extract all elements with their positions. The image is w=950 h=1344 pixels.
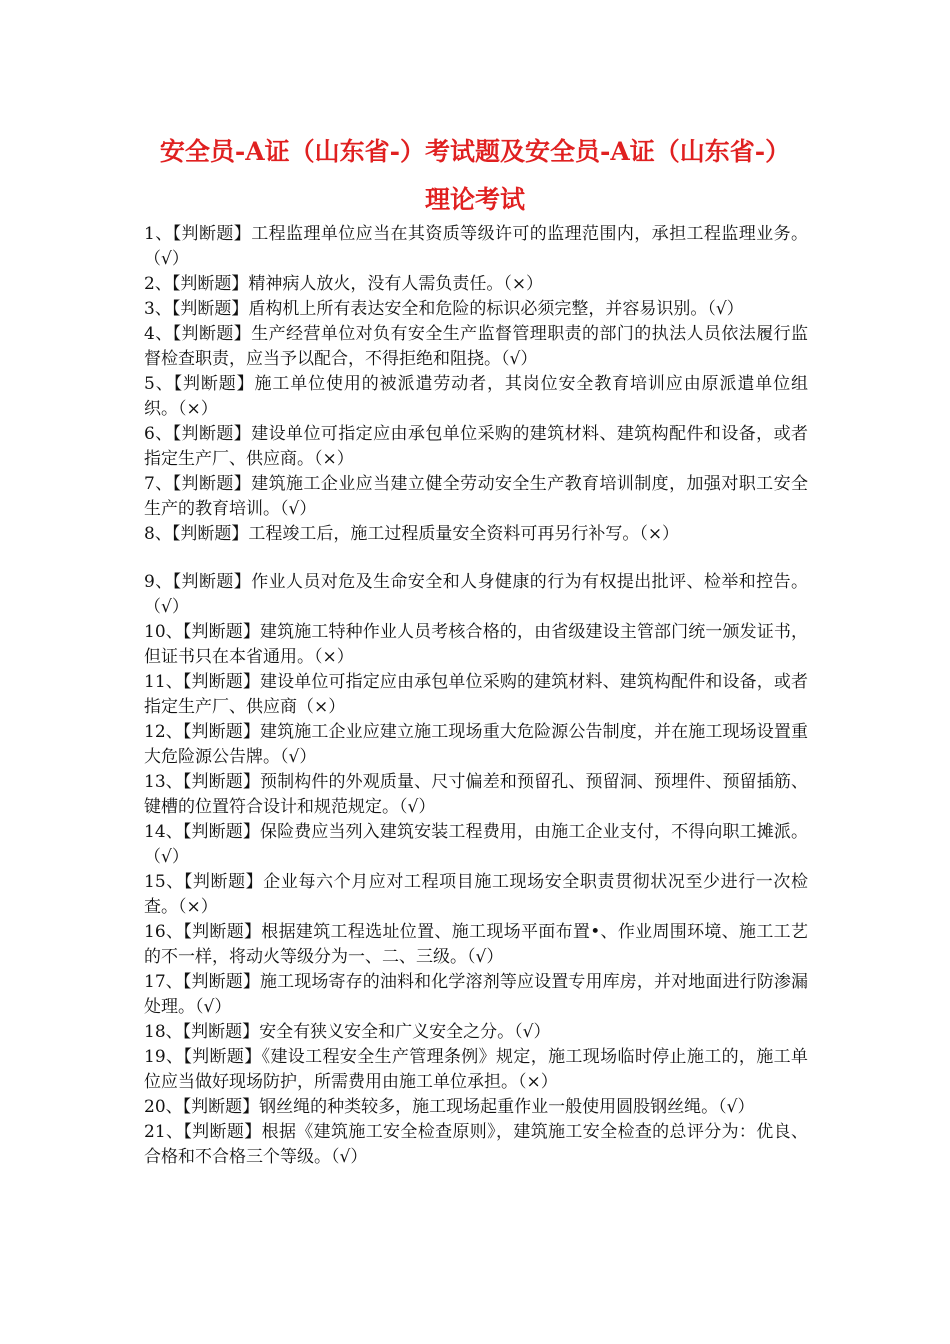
question-text: 9、【判断题】作业人员对危及生命安全和人身健康的行为有权提出批评、检举和控告。（√） xyxy=(144,572,808,617)
document-title-line-1: 安全员-A证（山东省-）考试题及安全员-A证（山东省-） xyxy=(159,137,791,166)
question-item xyxy=(144,770,808,820)
question-item xyxy=(144,820,808,870)
question-item xyxy=(144,472,808,522)
question-text: 14、【判断题】保险费应当列入建筑安装工程费用，由施工企业支付，不得向职工摊派。（√） xyxy=(144,822,808,867)
question-item xyxy=(144,272,808,297)
document-title-line-2: 理论考试 xyxy=(424,185,525,214)
question-text: 19、【判断题】《建设工程安全生产管理条例》规定，施工现场临时停止施工的，施工单位应当做好现场防护，所需费用由施工单位承担。（×） xyxy=(144,1047,808,1092)
question-text: 17、【判断题】施工现场寄存的油料和化学溶剂等应设置专用库房，并对地面进行防渗漏处理。（√） xyxy=(144,972,808,1017)
question-text: 15、【判断题】企业每六个月应对工程项目施工现场安全职责贯彻状况至少进行一次检查。（×） xyxy=(144,872,808,917)
question-item xyxy=(144,222,808,272)
question-item xyxy=(144,870,808,920)
question-item xyxy=(144,970,808,1020)
question-text: 7、【判断题】建筑施工企业应当建立健全劳动安全生产教育培训制度，加强对职工安全生产的教育培训。（√） xyxy=(144,474,808,519)
question-item xyxy=(144,297,808,322)
question-item xyxy=(144,322,808,372)
question-item xyxy=(144,920,808,970)
question-text: 16、【判断题】根据建筑工程选址位置、施工现场平面布置•、作业周围环境、施工工艺的不一样，将动火等级分为一、二、三级。（√） xyxy=(144,922,808,967)
question-text: 11、【判断题】建设单位可指定应由承包单位采购的建筑材料、建筑构配件和设备，或者指定生产厂、供应商（×） xyxy=(144,672,808,717)
question-text: 3、【判断题】盾构机上所有表达安全和危险的标识必须完整，并容易识别。（√） xyxy=(144,299,744,319)
question-item xyxy=(144,1020,808,1045)
question-item xyxy=(144,670,808,720)
question-item xyxy=(144,620,808,670)
question-item xyxy=(144,522,808,547)
question-text: 12、【判断题】建筑施工企业应建立施工现场重大危险源公告制度，并在施工现场设置重大危险源公告牌。（√） xyxy=(144,722,808,767)
question-list xyxy=(144,222,808,1170)
question-text: 10、【判断题】建筑施工特种作业人员考核合格的，由省级建设主管部门统一颁发证书，但证书只在本省通用。（×） xyxy=(144,622,808,667)
question-item xyxy=(144,1045,808,1095)
question-item xyxy=(144,1095,808,1120)
question-text: 5、【判断题】施工单位使用的被派遣劳动者，其岗位安全教育培训应由原派遣单位组织。（×） xyxy=(144,374,808,419)
question-text: 13、【判断题】预制构件的外观质量、尺寸偏差和预留孔、预留洞、预埋件、预留插筋、键槽的位置符合设计和规范规定。（√） xyxy=(144,772,808,817)
question-item xyxy=(144,570,808,620)
question-text: 4、【判断题】生产经营单位对负有安全生产监督管理职责的部门的执法人员依法履行监督检查职责，应当予以配合，不得拒绝和阻挠。（√） xyxy=(144,324,808,369)
question-item xyxy=(144,422,808,472)
question-text: 2、【判断题】精神病人放火，没有人需负责任。（×） xyxy=(144,274,544,294)
question-item xyxy=(144,372,808,422)
question-text: 18、【判断题】安全有狭义安全和广义安全之分。（√） xyxy=(144,1022,551,1042)
question-text: 8、【判断题】工程竣工后，施工过程质量安全资料可再另行补写。（×） xyxy=(144,524,680,544)
question-item xyxy=(144,720,808,770)
question-text: 21、【判断题】根据《建筑施工安全检查原则》，建筑施工安全检查的总评分为：优良、合格和不合格三个等级。（√） xyxy=(144,1122,808,1167)
question-text: 20、【判断题】钢丝绳的种类较多，施工现场起重作业一般使用圆股钢丝绳。（√） xyxy=(144,1097,755,1117)
question-text: 1、【判断题】工程监理单位应当在其资质等级许可的监理范围内，承担工程监理业务。（√） xyxy=(144,224,808,269)
question-text: 6、【判断题】建设单位可指定应由承包单位采购的建筑材料、建筑构配件和设备，或者指定生产厂、供应商。（×） xyxy=(144,424,808,469)
question-item xyxy=(144,1120,808,1170)
